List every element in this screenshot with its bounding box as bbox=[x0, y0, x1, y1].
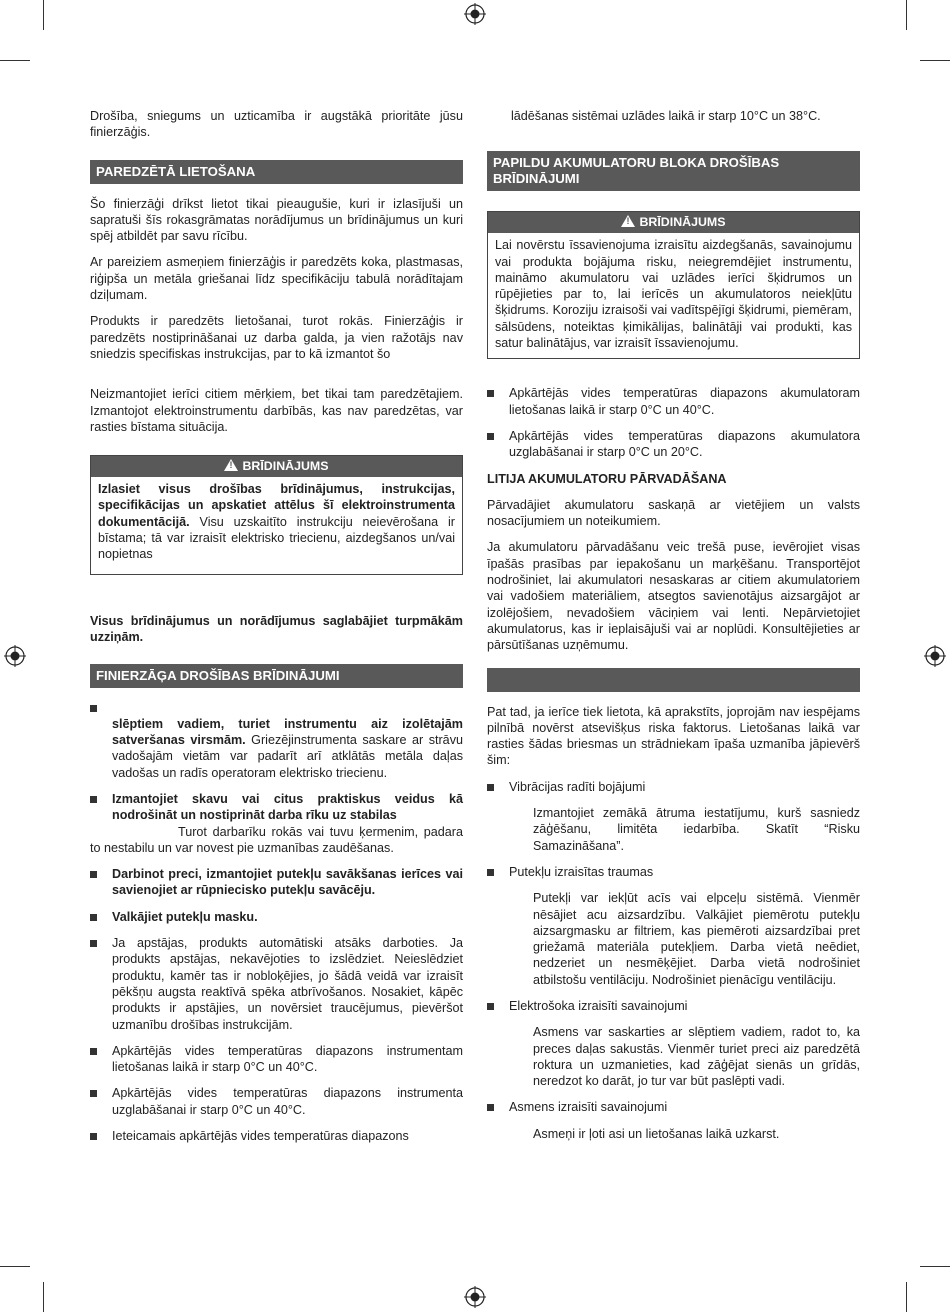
risk-title: Vibrācijas radīti bojājumi bbox=[509, 779, 646, 794]
warning-title: BRĪDINĀJUMS bbox=[242, 459, 329, 474]
residual-risk-list bbox=[487, 1099, 860, 1115]
jigsaw-safety-list bbox=[90, 700, 463, 1145]
item-text: Turot darbarīku rokās vai tuvu ķermenim, padara to nestabilu un var novest pie uzmanības zaudēšanas. bbox=[90, 824, 463, 855]
list-item bbox=[90, 791, 463, 856]
risk-title: Elektrošoka izraisīti savainojumi bbox=[509, 998, 688, 1013]
list-item bbox=[487, 864, 860, 880]
item-bold: Darbinot preci, izmantojiet putekļu savākšanas ierīces vai savienojiet ar rūpniecisko putekļu savācēju. bbox=[112, 867, 463, 898]
list-item bbox=[487, 779, 860, 795]
warning-box-header bbox=[488, 212, 859, 233]
crop-mark bbox=[906, 1282, 907, 1312]
residual-intro: Pat tad, ja ierīce tiek lietota, kā aprakstīts, joprojām nav iespējams pilnībā novērst atsevišķus riska faktorus. Lietošanas laikā var rasties šādas briesmas un strādniekam īpaša uzmanība jāpievērš šim: bbox=[487, 704, 860, 768]
registration-mark-icon bbox=[464, 1286, 486, 1308]
intended-use-p3: Produkts ir paredzēts lietošanai, turot rokās. Finierzāģis ir paredzēts nostiprināšanai uz darba galda, ja vien ražotājs nav sniedzis specifiskas instrukcijas, par to kā izmantot šo bbox=[90, 314, 463, 361]
list-item: Ieteicamais apkārtējās vides temperatūras diapazons bbox=[90, 1128, 463, 1144]
crop-mark bbox=[920, 60, 950, 61]
registration-mark-icon bbox=[924, 645, 946, 667]
list-item bbox=[90, 866, 463, 899]
list-item bbox=[90, 700, 463, 781]
list-item bbox=[90, 909, 463, 925]
residual-risk-list bbox=[487, 998, 860, 1014]
item-text: Griezējinstrumenta saskare ar strāvu vadošajām vietām var padarīt arī atklātās metāla daļas vadošas un radīs operatoram elektrisko triecienu. bbox=[112, 733, 463, 780]
item-bold: Valkājiet putekļu masku. bbox=[112, 909, 258, 924]
risk-text: Izmantojiet zemākā ātruma iestatījumu, kurš sasniedz zāģēšanu, limitēta iedarbība. Skatīt “Risku Samazināšana”. bbox=[533, 806, 860, 853]
list-item bbox=[487, 1099, 860, 1115]
risk-title: Putekļu izraisītas traumas bbox=[509, 864, 654, 879]
crop-mark bbox=[0, 1266, 30, 1267]
intended-use-p2: Ar pareiziem asmeņiem finierzāģis ir paredzēts koka, plastmasas, riģipša un metāla griešanai līdz specifikāciju tabulā norādītajam dziļumam. bbox=[90, 255, 463, 303]
residual-risk-list bbox=[487, 779, 860, 795]
list-item bbox=[487, 998, 860, 1014]
item-bold: slēptiem vadiem, turiet instrumentu aiz izolētajām satveršanas virsmām. bbox=[112, 716, 463, 748]
transport-p1: Pārvadājiet akumulatoru saskaņā ar vietējiem un valsts nosacījumiem un noteikumiem. bbox=[487, 497, 860, 529]
warning-bold-text: Izlasiet visus drošības brīdinājumus, instrukcijas, specifikācijas un apskatiet attēlus šī elektroinstrumenta dokumentācijā. bbox=[98, 482, 455, 529]
warning-box bbox=[487, 211, 860, 359]
warning-box bbox=[90, 455, 463, 575]
warning-triangle-icon bbox=[621, 215, 635, 227]
section-heading-residual-risks bbox=[487, 668, 860, 692]
left-column bbox=[90, 108, 463, 1154]
registration-mark-icon bbox=[4, 645, 26, 667]
list-item: Apkārtējās vides temperatūras diapazons instrumentam lietošanas laikā ir starp 0°C un 40°C. bbox=[90, 1043, 463, 1076]
crop-mark bbox=[906, 0, 907, 30]
list-item: Apkārtējās vides temperatūras diapazons akumulatora uzglabāšanai ir starp 0°C un 20°C. bbox=[487, 428, 860, 461]
warning-triangle-icon bbox=[224, 459, 238, 471]
warning-box-body: Lai novērstu īssavienojuma izraisītu aizdegšanās, savainojumu vai produkta bojājuma risku, neiegremdējiet instrumentu, maināmo akumulatoru vai uzlādes ierīci šķidrumos un rūpējieties par to, lai ierīcēs un akumulatoros neiekļūtu šķidrums. Koroziju izraisoši vai vadītspējīgi šķidrumi, piemēram, sālsūdens, noteiktas ķimikālijas, balinātāji vai produkti, kas satur balinātājus, var izraisīt īssavienojumu. bbox=[495, 238, 852, 351]
residual-risk-list bbox=[487, 864, 860, 880]
risk-text: Asmeņi ir ļoti asi un lietošanas laikā uzkarst. bbox=[533, 1126, 780, 1141]
risk-text: Asmens var saskarties ar slēptiem vadiem, radot to, ka preces daļas sakustās. Vienmēr turiet preci aiz paredzētā roktura un uzmanieties, kad zāģējat sienās un grīdās, neredzot ko darāt, jo tur var būt paslēpti vadi. bbox=[533, 1025, 860, 1089]
save-note: Visus brīdinājumus un norādījumus saglabājiet turpmākām uzziņām. bbox=[90, 614, 463, 645]
crop-mark bbox=[43, 0, 44, 30]
subheading-transport: LITIJA AKUMULATORU PĀRVADĀŠANA bbox=[487, 471, 727, 486]
warning-box-body bbox=[91, 477, 462, 574]
intro-text: Drošība, sniegums un uzticamība ir augstākā prioritāte jūsu finierzāģis. bbox=[90, 109, 463, 140]
warning-box-header bbox=[91, 456, 462, 477]
crop-mark bbox=[43, 1282, 44, 1312]
item-bold: Izmantojiet skavu vai citus praktiskus veidus kā nodrošināt un nostiprināt darba rīku uz stabilas bbox=[112, 791, 463, 823]
crop-mark bbox=[920, 1266, 950, 1267]
spacer bbox=[90, 372, 463, 386]
registration-mark-icon bbox=[464, 3, 486, 25]
risk-title: Asmens izraisīti savainojumi bbox=[509, 1100, 668, 1115]
crop-mark bbox=[0, 60, 30, 61]
list-item: Apkārtējās vides temperatūras diapazons instrumenta uzglabāšanai ir starp 0°C un 40°C. bbox=[90, 1085, 463, 1118]
section-heading-battery-safety: PAPILDU AKUMULATORU BLOKA DROŠĪBAS BRĪDINĀJUMI bbox=[487, 151, 860, 191]
risk-text: Putekļi var iekļūt acīs vai elpceļu sistēmā. Vienmēr nēsājiet acu aizsardzību. Valkājiet piemērotu putekļu aizsargmasku ar filtriem, kas piemēroti aizsardzībai pret griežamā materiāla putekļiem. Darba vietā neēdiet, nedzeriet un nesmēķējiet. Darba vietā nodrošiniet atbilstošu ventilāciju. Nodrošiniet pienācīgu ventilāciju. bbox=[533, 891, 860, 987]
intended-use-p1: Šo finierzāģi drīkst lietot tikai pieaugušie, kuri ir izlasījuši un sapratuši šīs rokasgrāmatas norādījumus un brīdinājumus un kuri spēj atbildēt par savu rīcību. bbox=[90, 196, 463, 244]
warning-text: Visu uzskaitīto instrukciju neievērošana ir bīstama; tā var izraisīt elektrisko triecienu, aizdegšanos un/vai nopietnas bbox=[98, 514, 455, 562]
section-heading-intended-use: PAREDZĒTĀ LIETOŠANA bbox=[90, 160, 463, 184]
transport-p2: Ja akumulatoru pārvadāšanu veic trešā puse, ievērojiet visas īpašās prasības par iepakošanu un marķēšanu. Transportējot nodrošiniet, lai akumulatori nesaskaras ar citiem akumulatoriem vai vadošiem materiāliem, atsegtos savienotājus aizsargājot ar izolējošiem, nevadošiem vāciņiem vai lenti. Nepārvietojiet akumulatorus, kas ir ieplaisājuši vai ar noplūdi. Konsultējieties ar pārsūtīšanas uzņēmumu. bbox=[487, 540, 860, 653]
list-item: Ja apstājas, produkts automātiski atsāks darboties. Ja produkts apstājas, nekavējoties to izslēdziet. Neieslēdziet produktu, kamēr tas ir nobloķējies, jo šādā veidā var izraisīt pēkšņu augsta reaktīvā spēka atbrīvošanos. Nosakiet, kāpēc produkts ir apstājies, un novērsiet traucējumus, pievēršot uzmanību drošības instrukcijām. bbox=[90, 935, 463, 1033]
continued-text: lādēšanas sistēmai uzlādes laikā ir starp 10°C un 38°C. bbox=[511, 109, 821, 123]
battery-temp-list bbox=[487, 385, 860, 460]
list-item: Apkārtējās vides temperatūras diapazons akumulatoram lietošanas laikā ir starp 0°C un 40°C. bbox=[487, 385, 860, 418]
right-column bbox=[487, 108, 860, 1152]
warning-title: BRĪDINĀJUMS bbox=[639, 215, 726, 230]
section-heading-jigsaw-safety: FINIERZĀĢA DROŠĪBAS BRĪDINĀJUMI bbox=[90, 664, 463, 688]
intended-use-p4: Neizmantojiet ierīci citiem mērķiem, bet tikai tam paredzētajiem. Izmantojot elektroinstrumentu darbībās, kas nav paredzētas, var rasties bīstama situācija. bbox=[90, 387, 463, 434]
